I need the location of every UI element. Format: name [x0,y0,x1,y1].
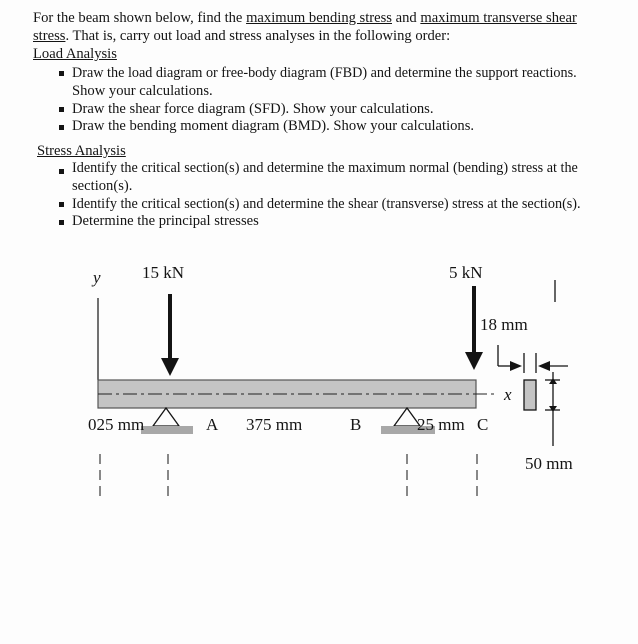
load-item-2: Draw the shear force diagram (SFD). Show your calculations. [72,101,434,117]
section-width-arrow-left-icon [538,361,550,371]
point-c-label: C [477,415,489,434]
stress-item-2: Identify the critical section(s) and determine the shear (transverse) stress at the section(s). [72,196,581,212]
intro-max-bending-stress: maximum bending stress [246,10,392,26]
stress-item-1: Identify the critical section(s) and determine the maximum normal (bending) stress at the [72,160,578,176]
point-b-label: B [350,415,362,434]
section-height-label: 50 mm [525,454,573,473]
stress-analysis-heading: Stress Analysis [37,143,126,159]
section-rectangle [524,380,536,410]
support-a-triangle-icon [153,408,179,426]
stress-item-1-cont: section(s). [72,178,133,194]
intro-stress: stress [33,28,66,44]
intro-text: . That is, carry out load and stress analyses in the following order: [65,28,451,44]
load-left-arrowhead-icon [161,358,179,376]
point-a-label: A [206,415,219,434]
intro-max-transverse-shear: maximum transverse shear [420,10,577,26]
section-width-arrow-right-icon [510,361,522,371]
x-axis-label: x [504,385,512,404]
load-right-arrowhead-icon [465,352,483,370]
load-item-3: Draw the bending moment diagram (BMD). Show your calculations. [72,118,475,134]
load-item-1-cont: Show your calculations. [72,83,213,99]
load-analysis-heading: Load Analysis [33,46,117,62]
intro-text: For the beam shown below, find the [33,10,247,26]
support-a-base [141,426,193,434]
dim-overhang-right-label: 25 mm [417,415,465,434]
stress-item-3: Determine the principal stresses [72,213,259,229]
y-axis-label: y [93,268,101,287]
dim-overhang-left-label: 025 mm [88,415,145,434]
section-width-label: 18 mm [480,315,528,334]
dim-span-label: 375 mm [246,415,303,434]
load-left-label: 15 kN [142,263,185,282]
load-item-1: Draw the load diagram or free-body diagram (FBD) and determine the support reactions. [72,65,577,81]
section-height-arrow-bottom-icon [549,406,557,412]
section-height-arrow-top-icon [549,378,557,384]
intro-text: and [392,10,421,26]
load-right-label: 5 kN [449,263,483,282]
